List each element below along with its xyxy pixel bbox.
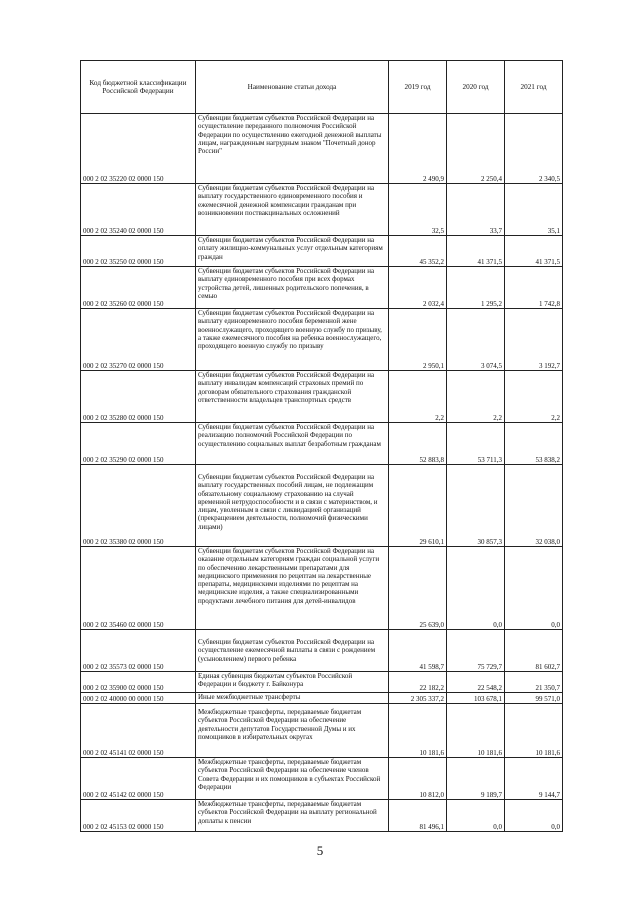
row-name: Межбюджетные трансферты, передаваемые бюджетам субъектов Российской Федерации на обеспечение членов Совета Федерации и их помощников в субъектах Российской Федерации (196, 758, 389, 800)
row-value-2021: 2,2 (505, 371, 563, 423)
row-name: Субвенции бюджетам субъектов Российской Федерации на оказание отдельным категориям граждан социальной услуги по обеспечению лекарственными препаратами для медицинского применения по рецептам на лекарственные препараты, медицинскими изделиями по рецептам на медицинские изделия, а также специализированными продуктами лечебного питания для детей-инвалидов (196, 547, 389, 630)
row-value-2021: 3 192,7 (505, 309, 563, 371)
row-code: 000 2 02 45141 02 0000 150 (81, 704, 196, 758)
row-value-2019: 2,2 (389, 371, 447, 423)
header-2021: 2021 год (505, 61, 563, 114)
row-value-2021: 0,0 (505, 800, 563, 832)
table-row (81, 371, 563, 423)
row-name: Субвенции бюджетам субъектов Российской Федерации на оплату жилищно-коммунальных услуг отдельным категориям граждан (196, 236, 389, 267)
row-value-2019: 2 950,1 (389, 309, 447, 371)
row-value-2021: 21 350,7 (505, 672, 563, 693)
row-value-2020: 30 857,3 (447, 465, 505, 547)
row-code: 000 2 02 35270 02 0000 150 (81, 309, 196, 371)
row-value-2020: 75 729,7 (447, 630, 505, 672)
row-code: 000 2 02 45142 02 0000 150 (81, 758, 196, 800)
row-value-2020: 41 371,5 (447, 236, 505, 267)
row-value-2021: 53 838,2 (505, 423, 563, 465)
row-value-2019: 10 181,6 (389, 704, 447, 758)
row-value-2020: 1 295,2 (447, 267, 505, 309)
row-value-2021: 41 371,5 (505, 236, 563, 267)
row-value-2019: 41 598,7 (389, 630, 447, 672)
row-code: 000 2 02 35280 02 0000 150 (81, 371, 196, 423)
row-name: Межбюджетные трансферты, передаваемые бюджетам субъектов Российской Федерации на выплату региональной доплаты к пенсии (196, 800, 389, 832)
table-row (81, 547, 563, 630)
row-value-2020: 22 548,2 (447, 672, 505, 693)
table-row (81, 465, 563, 547)
row-code: 000 2 02 35460 02 0000 150 (81, 547, 196, 630)
row-code: 000 2 02 35260 02 0000 150 (81, 267, 196, 309)
row-value-2021: 35,1 (505, 184, 563, 236)
row-value-2021: 10 181,6 (505, 704, 563, 758)
table-row (81, 672, 563, 693)
row-value-2021: 2 340,5 (505, 114, 563, 184)
row-value-2020: 2 250,4 (447, 114, 505, 184)
row-value-2021: 0,0 (505, 547, 563, 630)
row-value-2019: 45 352,2 (389, 236, 447, 267)
row-value-2021: 81 602,7 (505, 630, 563, 672)
row-value-2019: 52 883,8 (389, 423, 447, 465)
row-code: 000 2 02 45153 02 0000 150 (81, 800, 196, 832)
table-row (81, 114, 563, 184)
row-name: Единая субвенция бюджетам субъектов Российской Федерации и бюджету г. Байконура (196, 672, 389, 693)
row-value-2020: 0,0 (447, 800, 505, 832)
row-name: Субвенции бюджетам субъектов Российской Федерации на выплату единовременного пособия беременной жене военнослужащего, проходящего военную службу по призыву, а также ежемесячного пособия на ребенка военнослужащего, проходящего военную службу по призыву (196, 309, 389, 371)
row-value-2020: 2,2 (447, 371, 505, 423)
table-row (81, 693, 563, 704)
row-value-2020: 33,7 (447, 184, 505, 236)
table-row (81, 630, 563, 672)
row-value-2019: 2 305 337,2 (389, 693, 447, 704)
row-value-2019: 22 182,2 (389, 672, 447, 693)
table-row (81, 800, 563, 832)
row-value-2019: 29 610,1 (389, 465, 447, 547)
table-row (81, 423, 563, 465)
row-code: 000 2 02 35573 02 0000 150 (81, 630, 196, 672)
row-value-2020: 9 189,7 (447, 758, 505, 800)
row-value-2020: 103 678,1 (447, 693, 505, 704)
row-name: Субвенции бюджетам субъектов Российской Федерации на выплату государственных пособий лицам, не подлежащим обязательному социальному страхованию на случай временной нетрудоспособности и в связи с материнством, и лицам, уволенным в связи с ликвидацией организаций (прекращением деятельности, полномочий физическими лицами) (196, 465, 389, 547)
row-code: 000 2 02 35290 02 0000 150 (81, 423, 196, 465)
header-2019: 2019 год (389, 61, 447, 114)
row-value-2019: 2 032,4 (389, 267, 447, 309)
row-value-2021: 99 571,0 (505, 693, 563, 704)
row-value-2021: 1 742,8 (505, 267, 563, 309)
table-header-row (81, 61, 563, 114)
row-value-2019: 32,5 (389, 184, 447, 236)
row-value-2020: 3 074,5 (447, 309, 505, 371)
row-code: 000 2 02 35380 02 0000 150 (81, 465, 196, 547)
row-name: Субвенции бюджетам субъектов Российской Федерации на осуществление переданного полномочия Российской Федерации по осуществлению ежегодной денежной выплаты лицам, награжденным нагрудным знаком "Почетный донор России" (196, 114, 389, 184)
row-name: Субвенции бюджетам субъектов Российской Федерации на выплату государственного единовременного пособия и ежемесячной денежной компенсации гражданам при возникновении поствакцинальных осложнений (196, 184, 389, 236)
row-name: Межбюджетные трансферты, передаваемые бюджетам субъектов Российской Федерации на обеспечение деятельности депутатов Государственной Думы и их помощников в избирательных округах (196, 704, 389, 758)
table-row (81, 184, 563, 236)
header-code: Код бюджетной классификации Российской Федерации (81, 61, 196, 114)
table-row (81, 309, 563, 371)
row-code: 000 2 02 35900 02 0000 150 (81, 672, 196, 693)
row-code: 000 2 02 35250 02 0000 150 (81, 236, 196, 267)
row-code: 000 2 02 35240 02 0000 150 (81, 184, 196, 236)
header-2020: 2020 год (447, 61, 505, 114)
row-name: Субвенции бюджетам субъектов Российской Федерации на выплату инвалидам компенсаций страховых премий по договорам обязательного страхования гражданской ответственности владельцев транспортных средств (196, 371, 389, 423)
row-value-2019: 2 490,9 (389, 114, 447, 184)
row-name: Иные межбюджетные трансферты (196, 693, 389, 704)
row-value-2019: 25 639,0 (389, 547, 447, 630)
row-name: Субвенции бюджетам субъектов Российской Федерации на выплату единовременного пособия при всех формах устройства детей, лишенных родительского попечения, в семью (196, 267, 389, 309)
table-row (81, 758, 563, 800)
budget-income-table (80, 60, 563, 832)
table-row (81, 704, 563, 758)
row-value-2019: 10 812,0 (389, 758, 447, 800)
row-value-2020: 10 181,6 (447, 704, 505, 758)
row-value-2019: 81 496,1 (389, 800, 447, 832)
row-value-2020: 53 711,3 (447, 423, 505, 465)
row-code: 000 2 02 35220 02 0000 150 (81, 114, 196, 184)
row-name: Субвенции бюджетам субъектов Российской Федерации на осуществление ежемесячной выплаты в связи с рождением (усыновлением) первого ребенка (196, 630, 389, 672)
row-name: Субвенции бюджетам субъектов Российской Федерации на реализацию полномочий Российской Федерации по осуществлению социальных выплат безработным гражданам (196, 423, 389, 465)
row-value-2021: 32 038,0 (505, 465, 563, 547)
row-value-2021: 9 144,7 (505, 758, 563, 800)
header-name: Наименование статьи дохода (196, 61, 389, 114)
page-number: 5 (316, 843, 324, 858)
table-row (81, 267, 563, 309)
row-code: 000 2 02 40000 00 0000 150 (81, 693, 196, 704)
row-value-2020: 0,0 (447, 547, 505, 630)
table-row (81, 236, 563, 267)
